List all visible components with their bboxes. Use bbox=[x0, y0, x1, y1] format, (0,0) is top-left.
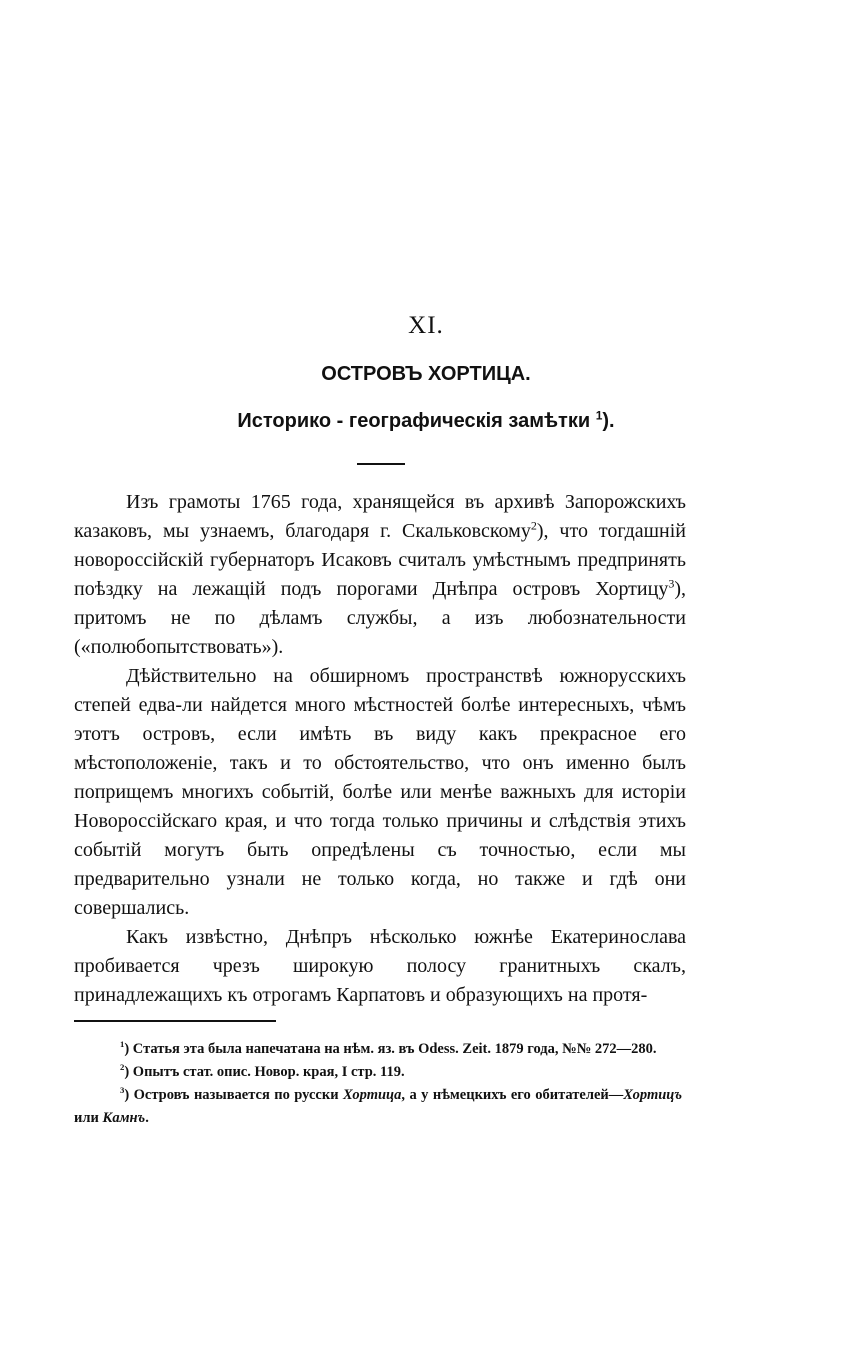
footnote-rule bbox=[74, 1020, 276, 1022]
footnote-3-text-a: ) Островъ называется по русски bbox=[124, 1087, 344, 1103]
body-text bbox=[74, 488, 686, 1010]
footnote-3 bbox=[74, 1084, 682, 1130]
footnote-1-mark: 1 bbox=[120, 1039, 125, 1050]
footnote-2-text: ) Опытъ стат. опис. Новор. края, I стр. 119. bbox=[124, 1064, 405, 1080]
footnote-3-text-b: , а у нѣмецкихъ его обитателей— bbox=[401, 1087, 624, 1103]
footnote-3-italic-b: Хортицъ bbox=[623, 1087, 682, 1103]
chapter-title: ОСТРОВЪ ХОРТИЦА. bbox=[321, 363, 531, 385]
chapter-subtitle bbox=[0, 410, 852, 433]
footnote-ref-2: 2 bbox=[530, 518, 537, 533]
paragraph-2: Дѣйствительно на обширномъ пространствѣ южнорусскихъ степей едва-ли найдется много мѣстностей болѣе интересныхъ, чѣмъ этотъ островъ, если имѣть въ виду какъ прекрасное его мѣстоположеніе, такъ и то обстоятельство, что онъ именно былъ поприщемъ многихъ событій, болѣе или менѣе важныхъ для исторіи Новороссійскаго края, и что тогда только причины и слѣдствія этихъ событій могутъ быть опредѣлены съ точностью, если мы предварительно узнали не только когда, но также и гдѣ они совершались. bbox=[74, 665, 686, 919]
footnote-3-italic-c: Камнъ bbox=[102, 1110, 146, 1126]
title-divider bbox=[357, 463, 405, 465]
footnotes bbox=[74, 1038, 682, 1130]
footnote-3-mark: 3 bbox=[120, 1085, 125, 1096]
footnote-3-text-c: или bbox=[74, 1110, 103, 1126]
footnote-ref-1: 1 bbox=[595, 408, 603, 423]
paragraph-1-part-3: ), притомъ не по дѣламъ службы, а изъ любознательности («полюбопытствовать»). bbox=[74, 578, 686, 658]
paragraph-1 bbox=[74, 488, 686, 662]
footnote-2-mark: 2 bbox=[120, 1062, 125, 1073]
chapter-number: XI. bbox=[408, 312, 444, 339]
footnote-1-text: ) Статья эта была напечатана на нѣм. яз. въ Odess. Zeit. 1879 года, №№ 272—280. bbox=[124, 1041, 657, 1057]
footnote-1 bbox=[74, 1038, 682, 1061]
footnote-2 bbox=[74, 1061, 682, 1084]
paragraph-1-part-1: Изъ грамоты 1765 года, хранящейся въ архивѣ Запорожскихъ казаковъ, мы узнаемъ, благодаря г. Скальковскому bbox=[74, 491, 686, 542]
subtitle-suffix: ). bbox=[602, 410, 615, 432]
paragraph-3: Какъ извѣстно, Днѣпръ нѣсколько южнѣе Екатеринослава пробивается чрезъ широкую полосу гранитныхъ скалъ, принадлежащихъ къ отрогамъ Карпатовъ и образующихъ на протя- bbox=[74, 926, 686, 1006]
footnote-3-italic-a: Хортица bbox=[343, 1087, 402, 1103]
footnote-3-text-d: . bbox=[145, 1110, 149, 1126]
footnote-ref-3: 3 bbox=[668, 576, 675, 591]
paragraph-1-part-2: ), что тогдашній новороссійскій губернаторъ Исаковъ считалъ умѣстнымъ предпринять поѣздку на лежащій подъ порогами Днѣпра островъ Хортицу bbox=[74, 520, 686, 600]
subtitle-text: Историко - географическія замѣтки bbox=[237, 410, 596, 432]
